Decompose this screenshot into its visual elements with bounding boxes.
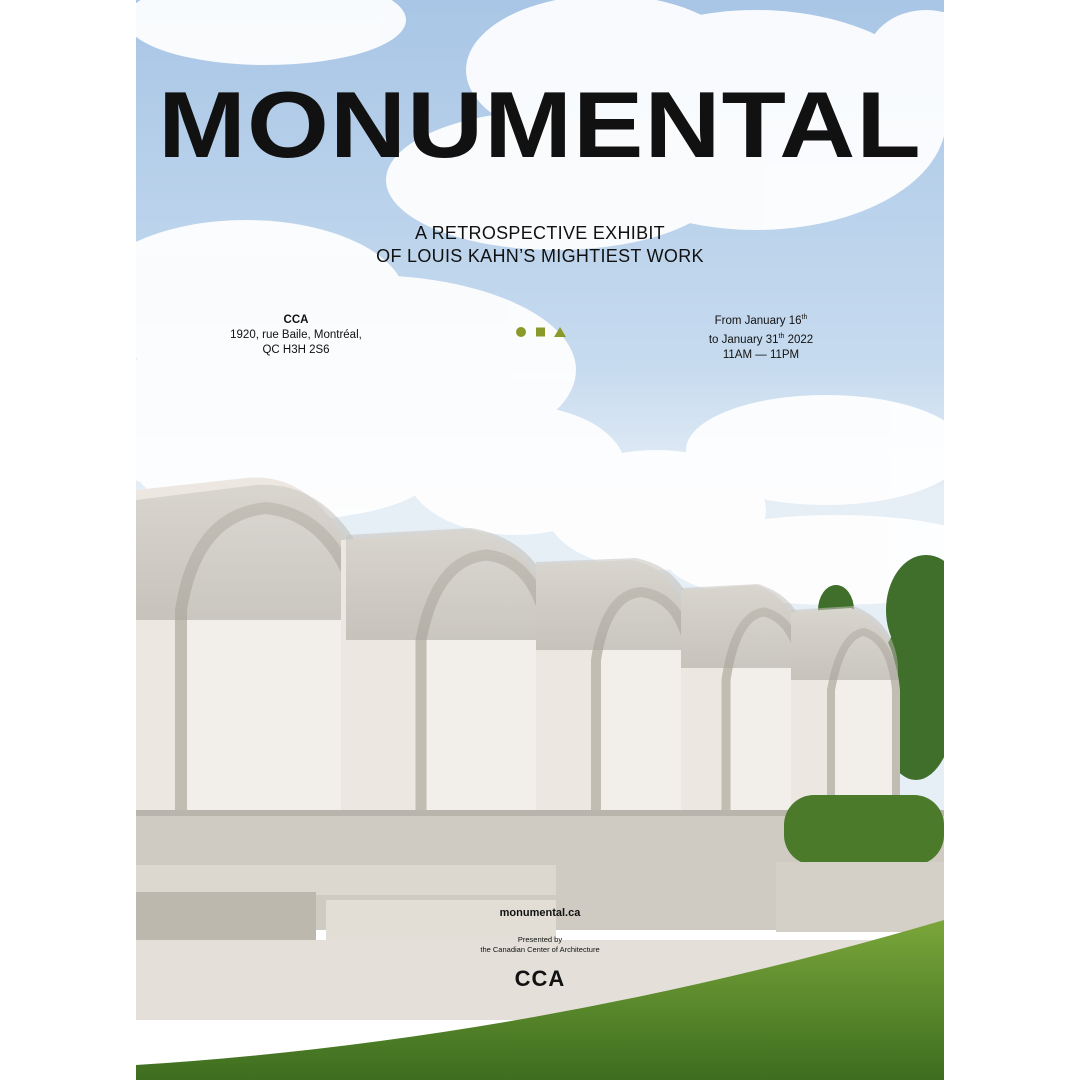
- exhibit-hours: 11AM — 11PM: [722, 348, 800, 361]
- exhibition-poster: [136, 0, 944, 1080]
- venue-address-line-2: QC H3H 2S6: [262, 344, 330, 356]
- venue-info: [196, 313, 396, 358]
- subtitle-line-1: A RETROSPECTIVE EXHIBIT: [415, 223, 665, 243]
- presented-by: [136, 935, 944, 955]
- poster-title: MONUMENTAL: [158, 72, 922, 177]
- shapes-icon: [515, 326, 567, 338]
- square-icon: [536, 328, 545, 337]
- presented-line-2: the Canadian Center of Architecture: [480, 945, 600, 954]
- venue-name: CCA: [283, 314, 309, 326]
- date-end: to January 31th 2022: [708, 332, 814, 346]
- date-start: From January 16th: [714, 314, 808, 327]
- circle-icon: [516, 327, 526, 337]
- website-url: monumental.ca: [499, 907, 581, 919]
- presented-line-1: Presented by: [517, 935, 563, 944]
- cca-logo: CCA: [514, 966, 566, 991]
- poster-subtitle: [136, 222, 944, 268]
- subtitle-line-2: OF LOUIS KAHN’S MIGHTIEST WORK: [376, 246, 704, 266]
- triangle-icon: [554, 327, 566, 337]
- exhibit-dates: [676, 310, 846, 363]
- venue-address-line-1: 1920, rue Baile, Montréal,: [230, 329, 362, 341]
